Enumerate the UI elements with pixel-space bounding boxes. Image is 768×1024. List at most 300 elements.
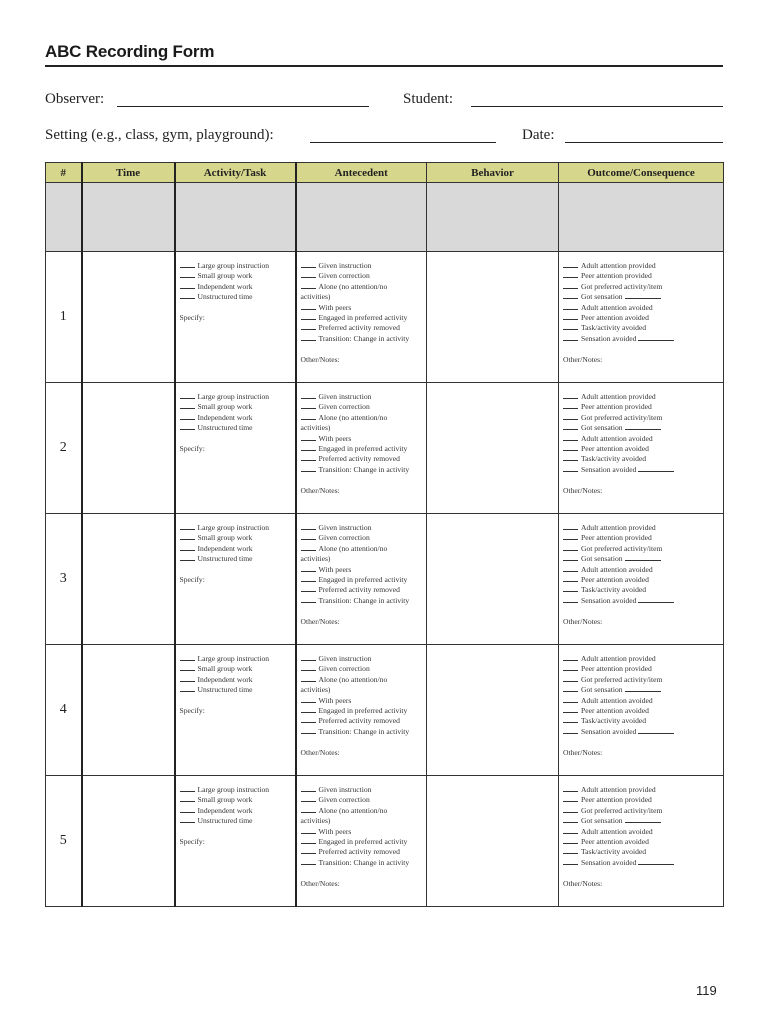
student-line[interactable] <box>471 106 723 107</box>
checkbox-blank[interactable] <box>301 465 316 472</box>
checkbox-blank[interactable] <box>301 706 316 713</box>
option-label: Unstructured time <box>197 685 253 695</box>
checkbox-blank[interactable] <box>301 716 316 723</box>
option-label: Got preferred activity/item <box>581 281 663 291</box>
option-label: Peer attention provided <box>581 402 652 412</box>
checklist-option[interactable] <box>301 858 423 868</box>
option-label: Alone (no attention/no <box>318 412 388 422</box>
option-label: Preferred activity removed <box>318 323 400 333</box>
checkbox-blank[interactable] <box>301 664 316 671</box>
checkbox-blank[interactable] <box>563 858 578 865</box>
checkbox-blank[interactable] <box>301 785 316 792</box>
checkbox-blank[interactable] <box>301 675 316 682</box>
checkbox-blank[interactable] <box>301 334 316 341</box>
checkbox-blank[interactable] <box>563 575 578 582</box>
checklist-option[interactable] <box>180 654 291 664</box>
checkbox-blank[interactable] <box>180 685 195 692</box>
checkbox-blank[interactable] <box>301 575 316 582</box>
checklist-option[interactable] <box>301 434 423 444</box>
header-number: # <box>46 163 82 183</box>
checkbox-blank[interactable] <box>180 413 195 420</box>
checklist-option[interactable] <box>301 837 423 847</box>
checklist-option[interactable] <box>301 392 423 402</box>
observer-line[interactable] <box>117 106 369 107</box>
option-label: Given instruction <box>318 261 372 270</box>
spacer <box>180 696 291 706</box>
checkbox-blank[interactable] <box>301 454 316 461</box>
checkbox-blank[interactable] <box>180 795 195 802</box>
checkbox-blank[interactable] <box>563 271 578 278</box>
time-cell[interactable] <box>82 645 175 776</box>
checklist-option[interactable] <box>180 785 291 795</box>
checklist-option[interactable] <box>563 465 719 475</box>
checkbox-blank[interactable] <box>301 533 316 540</box>
option-label: Alone (no attention/no <box>318 281 388 291</box>
checkbox-blank[interactable] <box>563 423 578 430</box>
checkbox-blank[interactable] <box>563 806 578 813</box>
option-label: With peers <box>318 564 352 574</box>
checkbox-blank[interactable] <box>563 413 578 420</box>
example-cell <box>296 183 427 252</box>
time-cell[interactable] <box>82 776 175 907</box>
outcome-cell[interactable] <box>559 383 724 514</box>
behavior-cell[interactable] <box>427 252 559 383</box>
checkbox-blank[interactable] <box>563 816 578 823</box>
checkbox-blank[interactable] <box>563 837 578 844</box>
checkbox-blank[interactable] <box>563 596 578 603</box>
checkbox-blank[interactable] <box>180 816 195 823</box>
time-cell[interactable] <box>82 252 175 383</box>
checklist-option[interactable] <box>301 785 423 795</box>
checklist-option[interactable] <box>563 675 719 685</box>
table-row <box>46 776 724 907</box>
checklist-option[interactable] <box>301 523 423 533</box>
activity-cell[interactable] <box>175 383 296 514</box>
checklist-option[interactable] <box>180 533 291 543</box>
outcome-checklist <box>559 776 723 889</box>
checklist-option[interactable] <box>301 664 423 674</box>
checklist-option[interactable] <box>563 706 719 716</box>
checkbox-blank[interactable] <box>563 282 578 289</box>
option-label: Got sensation <box>581 423 623 433</box>
checkbox-blank[interactable] <box>563 523 578 530</box>
checklist-option[interactable] <box>563 271 719 281</box>
checklist-option[interactable] <box>563 785 719 795</box>
checkbox-blank[interactable] <box>301 313 316 320</box>
checkbox-blank[interactable] <box>563 827 578 834</box>
activity-cell[interactable] <box>175 645 296 776</box>
checkbox-blank[interactable] <box>301 847 316 854</box>
checklist-option[interactable] <box>563 303 719 313</box>
checkbox-blank[interactable] <box>563 664 578 671</box>
checklist-option[interactable] <box>301 413 423 423</box>
checkbox-blank[interactable] <box>301 392 316 399</box>
outcome-checklist <box>559 383 723 496</box>
checkbox-blank[interactable] <box>180 271 195 278</box>
checkbox-blank[interactable] <box>180 806 195 813</box>
antecedent-cell[interactable] <box>296 645 427 776</box>
setting-line[interactable] <box>310 142 496 143</box>
checkbox-blank[interactable] <box>563 313 578 320</box>
checklist-option[interactable] <box>180 392 291 402</box>
checklist-option[interactable] <box>563 585 719 595</box>
checklist-option[interactable] <box>180 816 291 826</box>
checklist-option[interactable] <box>563 413 719 423</box>
checklist-option[interactable] <box>180 685 291 695</box>
abc-table <box>45 162 724 907</box>
example-cell <box>559 183 724 252</box>
checklist-option[interactable] <box>563 795 719 805</box>
checkbox-blank[interactable] <box>563 685 578 692</box>
checkbox-blank[interactable] <box>301 434 316 441</box>
checklist-option[interactable] <box>180 795 291 805</box>
checklist-option[interactable] <box>301 654 423 664</box>
checkbox-blank[interactable] <box>301 323 316 330</box>
option-label: Given correction <box>318 795 370 805</box>
checkbox-blank[interactable] <box>180 544 195 551</box>
time-cell[interactable] <box>82 514 175 645</box>
checklist-option[interactable] <box>301 585 423 595</box>
option-label: Peer attention avoided <box>581 837 649 847</box>
checklist-option[interactable] <box>301 806 423 816</box>
option-label: Small group work <box>197 664 253 674</box>
specify-label: Specify: <box>179 575 205 585</box>
checklist-option[interactable] <box>301 271 423 281</box>
checklist-option[interactable] <box>301 292 423 302</box>
antecedent-cell[interactable] <box>296 383 427 514</box>
checkbox-blank[interactable] <box>180 282 195 289</box>
checklist-option[interactable] <box>301 847 423 857</box>
activity-cell[interactable] <box>175 514 296 645</box>
checklist-option[interactable] <box>563 654 719 664</box>
checkbox-blank[interactable] <box>563 444 578 451</box>
checklist-option[interactable] <box>563 827 719 837</box>
checkbox-blank[interactable] <box>180 533 195 540</box>
checklist-option[interactable] <box>563 696 719 706</box>
checkbox-blank[interactable] <box>563 675 578 682</box>
fill-in-line[interactable] <box>625 423 661 430</box>
option-label: Preferred activity removed <box>318 716 400 726</box>
checkbox-blank[interactable] <box>301 596 316 603</box>
spacer <box>563 737 719 747</box>
checkbox-blank[interactable] <box>563 554 578 561</box>
checklist-option[interactable] <box>563 454 719 464</box>
checkbox-blank[interactable] <box>180 261 195 268</box>
checklist-option[interactable] <box>563 575 719 585</box>
checklist-option[interactable] <box>301 816 423 826</box>
option-label: Adult attention provided <box>581 392 656 401</box>
checklist-option[interactable] <box>301 334 423 344</box>
checkbox-blank[interactable] <box>301 585 316 592</box>
checkbox-blank[interactable] <box>563 292 578 299</box>
example-cell <box>46 183 82 252</box>
fill-in-line[interactable] <box>638 334 674 341</box>
option-label: Adult attention avoided <box>581 695 653 705</box>
checklist-option[interactable] <box>563 261 719 271</box>
checkbox-blank[interactable] <box>301 654 316 661</box>
checkbox-blank[interactable] <box>301 523 316 530</box>
option-label: Unstructured time <box>197 423 253 433</box>
checkbox-blank[interactable] <box>563 544 578 551</box>
checkbox-blank[interactable] <box>301 444 316 451</box>
outcome-cell[interactable] <box>559 645 724 776</box>
checklist-option[interactable] <box>180 675 291 685</box>
checklist-option[interactable] <box>563 292 719 302</box>
fill-in-line[interactable] <box>625 292 661 299</box>
checklist-option[interactable] <box>301 402 423 412</box>
checklist-option[interactable] <box>563 402 719 412</box>
checkbox-blank[interactable] <box>301 544 316 551</box>
specify-label: Specify: <box>179 837 205 847</box>
antecedent-checklist <box>297 514 427 627</box>
checklist-option[interactable] <box>180 261 291 271</box>
checkbox-blank[interactable] <box>301 858 316 865</box>
fill-in-line[interactable] <box>625 685 661 692</box>
checkbox-blank[interactable] <box>301 727 316 734</box>
checklist-option[interactable] <box>301 454 423 464</box>
option-label: Sensation avoided <box>581 333 637 343</box>
checklist-option[interactable] <box>563 282 719 292</box>
option-label: Task/activity avoided <box>581 454 647 464</box>
header-behavior: Behavior <box>427 163 559 183</box>
checklist-option[interactable] <box>563 533 719 543</box>
checklist-option[interactable] <box>301 423 423 433</box>
checkbox-blank[interactable] <box>180 675 195 682</box>
checkbox-blank[interactable] <box>301 413 316 420</box>
behavior-cell[interactable] <box>427 383 559 514</box>
option-label: Given correction <box>318 533 370 543</box>
outcome-checklist <box>559 645 723 758</box>
checklist-option[interactable] <box>563 434 719 444</box>
checklist-option[interactable] <box>301 596 423 606</box>
option-label: Got sensation <box>581 554 623 564</box>
checkbox-blank[interactable] <box>563 716 578 723</box>
checklist-option[interactable] <box>563 727 719 737</box>
checkbox-blank[interactable] <box>563 465 578 472</box>
checklist-option[interactable] <box>563 444 719 454</box>
checklist-option[interactable] <box>563 554 719 564</box>
option-label: Peer attention avoided <box>581 444 649 454</box>
checklist-option[interactable] <box>563 816 719 826</box>
checklist-option[interactable] <box>301 261 423 271</box>
checkbox-blank[interactable] <box>180 392 195 399</box>
checkbox-blank[interactable] <box>180 654 195 661</box>
checklist-option[interactable] <box>563 334 719 344</box>
date-line[interactable] <box>565 142 723 143</box>
antecedent-checklist <box>297 645 427 758</box>
checkbox-blank[interactable] <box>563 654 578 661</box>
checklist-option[interactable] <box>301 282 423 292</box>
checkbox-blank[interactable] <box>563 696 578 703</box>
fill-in-line[interactable] <box>638 596 674 603</box>
checklist-option[interactable] <box>563 423 719 433</box>
spacer <box>563 606 719 616</box>
checklist-option[interactable] <box>563 716 719 726</box>
checklist-option[interactable] <box>180 523 291 533</box>
checklist-option[interactable] <box>301 554 423 564</box>
checkbox-blank[interactable] <box>301 806 316 813</box>
checklist-option[interactable] <box>180 282 291 292</box>
checklist-option[interactable] <box>301 575 423 585</box>
table-row <box>46 514 724 645</box>
checklist-option[interactable] <box>180 402 291 412</box>
checkbox-blank[interactable] <box>180 292 195 299</box>
option-label: Engaged in preferred activity <box>318 706 408 716</box>
outcome-checklist <box>559 252 723 365</box>
behavior-cell[interactable] <box>427 776 559 907</box>
checklist-option[interactable] <box>563 596 719 606</box>
fill-in-line[interactable] <box>625 554 661 561</box>
notes-label: Other/Notes: <box>300 485 340 495</box>
table-header-row <box>46 163 724 183</box>
notes-label: Other/Notes: <box>300 747 340 757</box>
checkbox-blank[interactable] <box>563 847 578 854</box>
activity-cell[interactable] <box>175 252 296 383</box>
spacer <box>180 434 291 444</box>
checkbox-blank[interactable] <box>180 423 195 430</box>
option-label: Adult attention provided <box>581 785 656 794</box>
checkbox-blank[interactable] <box>180 523 195 530</box>
checkbox-blank[interactable] <box>563 565 578 572</box>
checkbox-blank[interactable] <box>301 565 316 572</box>
form-title: ABC Recording Form <box>45 42 215 61</box>
time-cell[interactable] <box>82 383 175 514</box>
checklist-option[interactable] <box>301 727 423 737</box>
checkbox-blank[interactable] <box>301 303 316 310</box>
checkbox-blank[interactable] <box>563 323 578 330</box>
checklist-option[interactable] <box>301 716 423 726</box>
checkbox-blank[interactable] <box>301 282 316 289</box>
checklist-option[interactable] <box>563 323 719 333</box>
spacer <box>301 868 423 878</box>
checklist-option[interactable] <box>563 523 719 533</box>
fill-in-line[interactable] <box>625 816 661 823</box>
fill-in-line[interactable] <box>638 727 674 734</box>
checklist-option[interactable] <box>180 806 291 816</box>
checklist-option[interactable] <box>301 565 423 575</box>
checklist-option[interactable] <box>563 837 719 847</box>
checklist-option[interactable] <box>180 423 291 433</box>
checklist-option[interactable] <box>180 413 291 423</box>
option-label: Transition: Change in activity <box>318 595 410 605</box>
checklist-option[interactable] <box>180 292 291 302</box>
checkbox-blank[interactable] <box>301 795 316 802</box>
fill-in-line[interactable] <box>638 858 674 865</box>
checklist-option[interactable] <box>180 554 291 564</box>
checklist-option[interactable] <box>563 392 719 402</box>
spacer <box>180 827 291 837</box>
antecedent-cell[interactable] <box>296 252 427 383</box>
checklist-option[interactable] <box>301 706 423 716</box>
checklist-option[interactable] <box>563 858 719 868</box>
checklist-option[interactable] <box>301 795 423 805</box>
checkbox-blank[interactable] <box>180 402 195 409</box>
option-label: Peer attention provided <box>581 664 652 674</box>
checklist-option[interactable] <box>301 544 423 554</box>
checkbox-blank[interactable] <box>301 696 316 703</box>
activity-checklist <box>176 776 295 847</box>
option-label: Given correction <box>318 402 370 412</box>
checklist-option[interactable] <box>180 271 291 281</box>
fill-in-line[interactable] <box>638 465 674 472</box>
checkbox-blank[interactable] <box>563 334 578 341</box>
behavior-cell[interactable] <box>427 645 559 776</box>
option-label: Transition: Change in activity <box>318 726 410 736</box>
checkbox-blank[interactable] <box>563 533 578 540</box>
checklist-option[interactable] <box>301 465 423 475</box>
checklist-option[interactable] <box>563 565 719 575</box>
checklist-option[interactable] <box>301 696 423 706</box>
checkbox-blank[interactable] <box>301 271 316 278</box>
outcome-cell[interactable] <box>559 252 724 383</box>
outcome-cell[interactable] <box>559 514 724 645</box>
checkbox-blank[interactable] <box>563 454 578 461</box>
checkbox-blank[interactable] <box>563 727 578 734</box>
checklist-option[interactable] <box>563 847 719 857</box>
checkbox-blank[interactable] <box>301 827 316 834</box>
row-number: 1 <box>46 252 82 383</box>
checklist-option[interactable] <box>301 323 423 333</box>
option-label: Alone (no attention/no <box>318 543 388 553</box>
checkbox-blank[interactable] <box>563 303 578 310</box>
checklist-option[interactable] <box>180 664 291 674</box>
antecedent-cell[interactable] <box>296 776 427 907</box>
checklist-option[interactable] <box>301 444 423 454</box>
checklist-option[interactable] <box>563 664 719 674</box>
option-label: Got preferred activity/item <box>581 412 663 422</box>
checkbox-blank[interactable] <box>563 261 578 268</box>
example-cell <box>82 183 175 252</box>
checklist-option[interactable] <box>301 827 423 837</box>
option-label: Alone (no attention/no <box>318 805 388 815</box>
option-label: Adult attention provided <box>581 523 656 532</box>
checkbox-blank[interactable] <box>301 837 316 844</box>
checkbox-blank[interactable] <box>563 434 578 441</box>
checkbox-blank[interactable] <box>563 585 578 592</box>
checkbox-blank[interactable] <box>180 554 195 561</box>
checkbox-blank[interactable] <box>563 402 578 409</box>
checklist-option[interactable] <box>180 544 291 554</box>
spacer <box>301 606 423 616</box>
checkbox-blank[interactable] <box>563 785 578 792</box>
notes-label: Other/Notes: <box>563 616 603 626</box>
checklist-option[interactable] <box>301 303 423 313</box>
checklist-option[interactable] <box>301 675 423 685</box>
checklist-option[interactable] <box>563 313 719 323</box>
spacer <box>563 475 719 485</box>
option-label: Task/activity avoided <box>581 847 647 857</box>
antecedent-cell[interactable] <box>296 514 427 645</box>
checkbox-blank[interactable] <box>180 664 195 671</box>
checkbox-blank[interactable] <box>301 402 316 409</box>
spacer <box>180 565 291 575</box>
behavior-cell[interactable] <box>427 514 559 645</box>
checkbox-blank[interactable] <box>563 392 578 399</box>
checklist-option[interactable] <box>301 313 423 323</box>
checkbox-blank[interactable] <box>301 261 316 268</box>
checklist-option[interactable] <box>301 533 423 543</box>
checklist-option[interactable] <box>563 544 719 554</box>
checklist-option[interactable] <box>563 685 719 695</box>
notes-label: Other/Notes: <box>563 354 603 364</box>
activity-cell[interactable] <box>175 776 296 907</box>
checklist-option[interactable] <box>301 685 423 695</box>
checkbox-blank[interactable] <box>563 706 578 713</box>
checklist-option[interactable] <box>563 806 719 816</box>
checkbox-blank[interactable] <box>180 785 195 792</box>
outcome-cell[interactable] <box>559 776 724 907</box>
checkbox-blank[interactable] <box>563 795 578 802</box>
